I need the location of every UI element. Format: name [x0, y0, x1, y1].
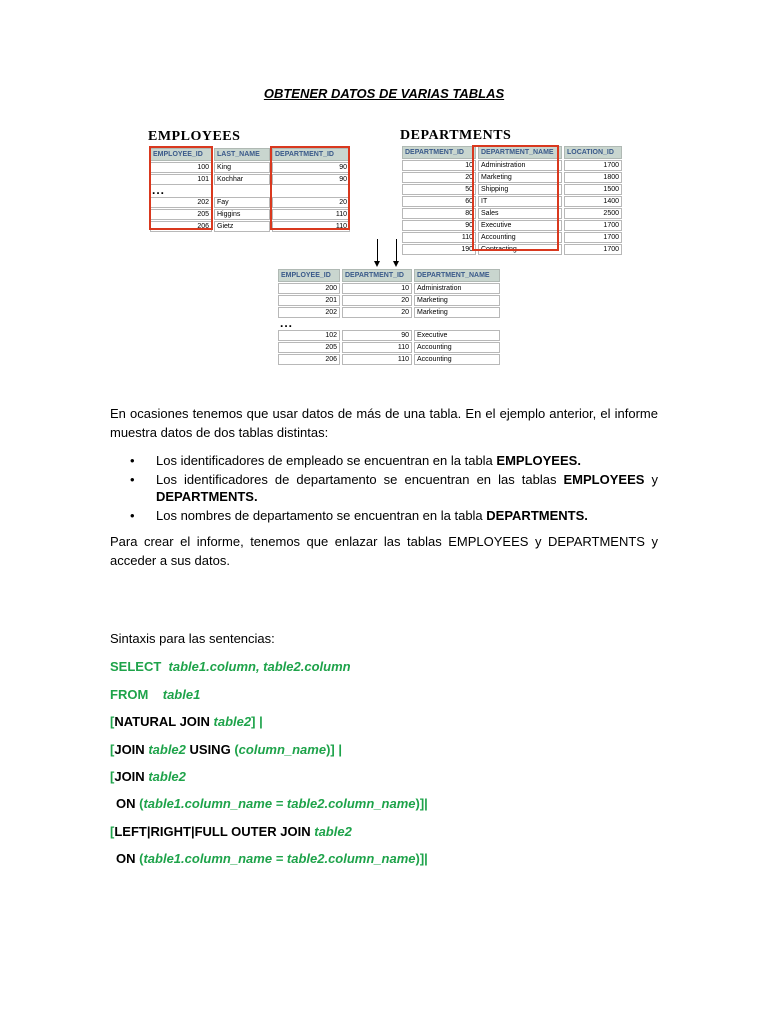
column-header: DEPARTMENT_ID: [402, 146, 476, 159]
table-cell: Fay: [214, 197, 270, 208]
table-cell: 10: [402, 160, 476, 171]
table-row: [278, 307, 500, 318]
result-table: [276, 268, 502, 366]
table-cell: 60: [402, 196, 476, 207]
bracket: (: [234, 742, 239, 757]
bracket: )]|: [415, 851, 428, 866]
bracket: [: [110, 824, 115, 839]
bullet-icon: •: [130, 472, 135, 487]
table-cell: 206: [150, 221, 212, 232]
syntax-argument: table1.column, table2.column: [168, 659, 351, 674]
bracket: )] |: [326, 742, 342, 757]
employees-caption: EMPLOYEES: [148, 129, 241, 144]
table-cell: Higgins: [214, 209, 270, 220]
ellipsis-dots: ...: [152, 183, 166, 197]
table-cell: 101: [150, 174, 212, 185]
arrowhead-left-icon: [374, 261, 380, 267]
column-header: DEPARTMENT_ID: [272, 148, 350, 161]
list-item: [110, 507, 658, 524]
table-cell: 202: [150, 197, 212, 208]
table-cell: Administration: [414, 283, 500, 294]
table-row: [278, 342, 500, 353]
keyword-right: RIGHT: [150, 824, 191, 839]
syntax-argument: table2: [148, 742, 186, 757]
table-cell: Gietz: [214, 221, 270, 232]
table-cell: 1800: [564, 172, 622, 183]
closing-paragraph: Para crear el informe, tenemos que enlazar las tablas EMPLOYEES y DEPARTMENTS y acceder a sus datos.: [110, 534, 658, 568]
table-cell: 90: [342, 330, 412, 341]
down-arrow-right: [396, 239, 397, 263]
syntax-argument: table2: [148, 769, 186, 784]
table-row: [278, 295, 500, 306]
bullet-list: [110, 452, 658, 526]
table-cell: 110: [402, 232, 476, 243]
table-cell: 10: [342, 283, 412, 294]
table-cell: Accounting: [478, 232, 562, 243]
keyword-on: ON: [116, 851, 136, 866]
table-cell: Kochhar: [214, 174, 270, 185]
table-cell: Administration: [478, 160, 562, 171]
bullet-text: Los nombres de departamento se encuentran en la tabla: [156, 508, 487, 523]
table-cell: Sales: [478, 208, 562, 219]
table-cell: 2500: [564, 208, 622, 219]
table-cell: Contracting: [478, 244, 562, 255]
keyword-full-outer-join: FULL OUTER JOIN: [194, 824, 311, 839]
table-cell: Accounting: [414, 342, 500, 353]
table-cell: Shipping: [478, 184, 562, 195]
syntax-argument: column_name: [238, 742, 327, 757]
table-cell: 50: [402, 184, 476, 195]
column-header: EMPLOYEE_ID: [150, 148, 212, 161]
table-cell: 90: [272, 162, 350, 173]
separator: |: [146, 824, 151, 839]
column-header: DEPARTMENT_NAME: [478, 146, 562, 159]
table-cell: 201: [278, 295, 340, 306]
table-cell: 202: [278, 307, 340, 318]
syntax-argument: table2: [213, 714, 252, 729]
list-item: [110, 452, 658, 469]
table-cell: 102: [278, 330, 340, 341]
table-cell: 110: [272, 209, 350, 220]
intro-paragraph: En ocasiones tenemos que usar datos de más de una tabla. En el ejemplo anterior, el informe muestra datos de dos tablas distintas:: [110, 406, 658, 440]
departments-caption: DEPARTMENTS: [400, 128, 512, 143]
syntax-label: Sintaxis para las sentencias:: [110, 631, 275, 646]
table-cell: 1700: [564, 160, 622, 171]
table-cell: 110: [342, 354, 412, 365]
highlight-box-employee-id: [149, 146, 213, 230]
keyword-join: JOIN: [114, 769, 145, 784]
bracket: (: [139, 796, 144, 811]
table-cell: 1700: [564, 220, 622, 231]
bullet-bold: DEPARTMENTS.: [156, 489, 258, 504]
bullet-icon: •: [130, 508, 135, 523]
syntax-line-natural-join: [110, 714, 263, 729]
keyword-left: LEFT: [114, 824, 147, 839]
keyword-on: ON: [116, 796, 136, 811]
table-cell: Executive: [414, 330, 500, 341]
column-header: DEPARTMENT_NAME: [414, 269, 500, 282]
table-cell: 100: [150, 162, 212, 173]
separator: |: [190, 824, 195, 839]
highlight-box-department-name: [472, 145, 559, 251]
bracket: [: [110, 769, 115, 784]
bullet-bold: EMPLOYEES: [563, 472, 645, 487]
bullet-text: Los identificadores de empleado se encuentran en la tabla: [156, 453, 497, 468]
table-cell: King: [214, 162, 270, 173]
syntax-line-select: [110, 659, 351, 674]
table-cell: 1700: [564, 232, 622, 243]
syntax-line-outer-join: [110, 824, 352, 839]
syntax-line-join: [110, 769, 186, 784]
table-cell: Marketing: [478, 172, 562, 183]
bracket: )]|: [415, 796, 428, 811]
bullet-icon: •: [130, 453, 135, 468]
table-cell: 20: [402, 172, 476, 183]
bracket: ] |: [251, 714, 263, 729]
syntax-argument: table2: [314, 824, 352, 839]
table-cell: 205: [150, 209, 212, 220]
table-cell: 190: [402, 244, 476, 255]
highlight-box-department-id: [270, 146, 350, 230]
table-cell: 20: [342, 295, 412, 306]
syntax-line-from: [110, 687, 200, 702]
keyword-natural-join: NATURAL JOIN: [114, 714, 210, 729]
table-cell: 110: [342, 342, 412, 353]
table-cell: 1400: [564, 196, 622, 207]
column-header: DEPARTMENT_ID: [342, 269, 412, 282]
keyword-from: FROM: [110, 687, 149, 702]
table-cell: 20: [342, 307, 412, 318]
column-header: LAST_NAME: [214, 148, 270, 161]
page-title: OBTENER DATOS DE VARIAS TABLAS: [263, 86, 505, 101]
bullet-bold: EMPLOYEES.: [496, 453, 581, 468]
table-cell: 206: [278, 354, 340, 365]
bullet-text: y: [644, 472, 658, 487]
syntax-argument: table1: [162, 687, 201, 702]
syntax-argument: table1.column_name = table2.column_name: [143, 851, 416, 866]
list-item: [110, 471, 658, 505]
keyword-select: SELECT: [110, 659, 162, 674]
bullet-bold: DEPARTMENTS.: [486, 508, 588, 523]
down-arrow-left: [377, 239, 378, 263]
syntax-line-on: [116, 796, 428, 811]
keyword-join: JOIN: [114, 742, 145, 757]
table-cell: IT: [478, 196, 562, 207]
bracket: [: [110, 742, 115, 757]
table-cell: Marketing: [414, 295, 500, 306]
syntax-argument: table1.column_name = table2.column_name: [143, 796, 416, 811]
table-header-row: [278, 269, 500, 282]
table-row: [278, 283, 500, 294]
table-cell: Marketing: [414, 307, 500, 318]
table-cell: 20: [272, 197, 350, 208]
column-header: LOCATION_ID: [564, 146, 622, 159]
table-cell: 110: [272, 221, 350, 232]
table-cell: 80: [402, 208, 476, 219]
table-cell: Accounting: [414, 354, 500, 365]
column-header: EMPLOYEE_ID: [278, 269, 340, 282]
table-cell: 200: [278, 283, 340, 294]
bracket: [: [110, 714, 115, 729]
table-cell: 90: [272, 174, 350, 185]
table-cell: 205: [278, 342, 340, 353]
syntax-line-on-2: [116, 851, 428, 866]
keyword-using: USING: [189, 742, 231, 757]
ellipsis-dots: ...: [280, 316, 294, 330]
table-cell: 1700: [564, 244, 622, 255]
arrowhead-right-icon: [393, 261, 399, 267]
bracket: (: [139, 851, 144, 866]
table-cell: 90: [402, 220, 476, 231]
table-row: [278, 330, 500, 341]
table-row: [278, 354, 500, 365]
bullet-text: Los identificadores de departamento se encuentran en las tablas: [156, 472, 564, 487]
table-cell: 1500: [564, 184, 622, 195]
syntax-line-join-using: [110, 742, 342, 757]
table-row-ellipsis: [278, 319, 500, 329]
table-cell: Executive: [478, 220, 562, 231]
